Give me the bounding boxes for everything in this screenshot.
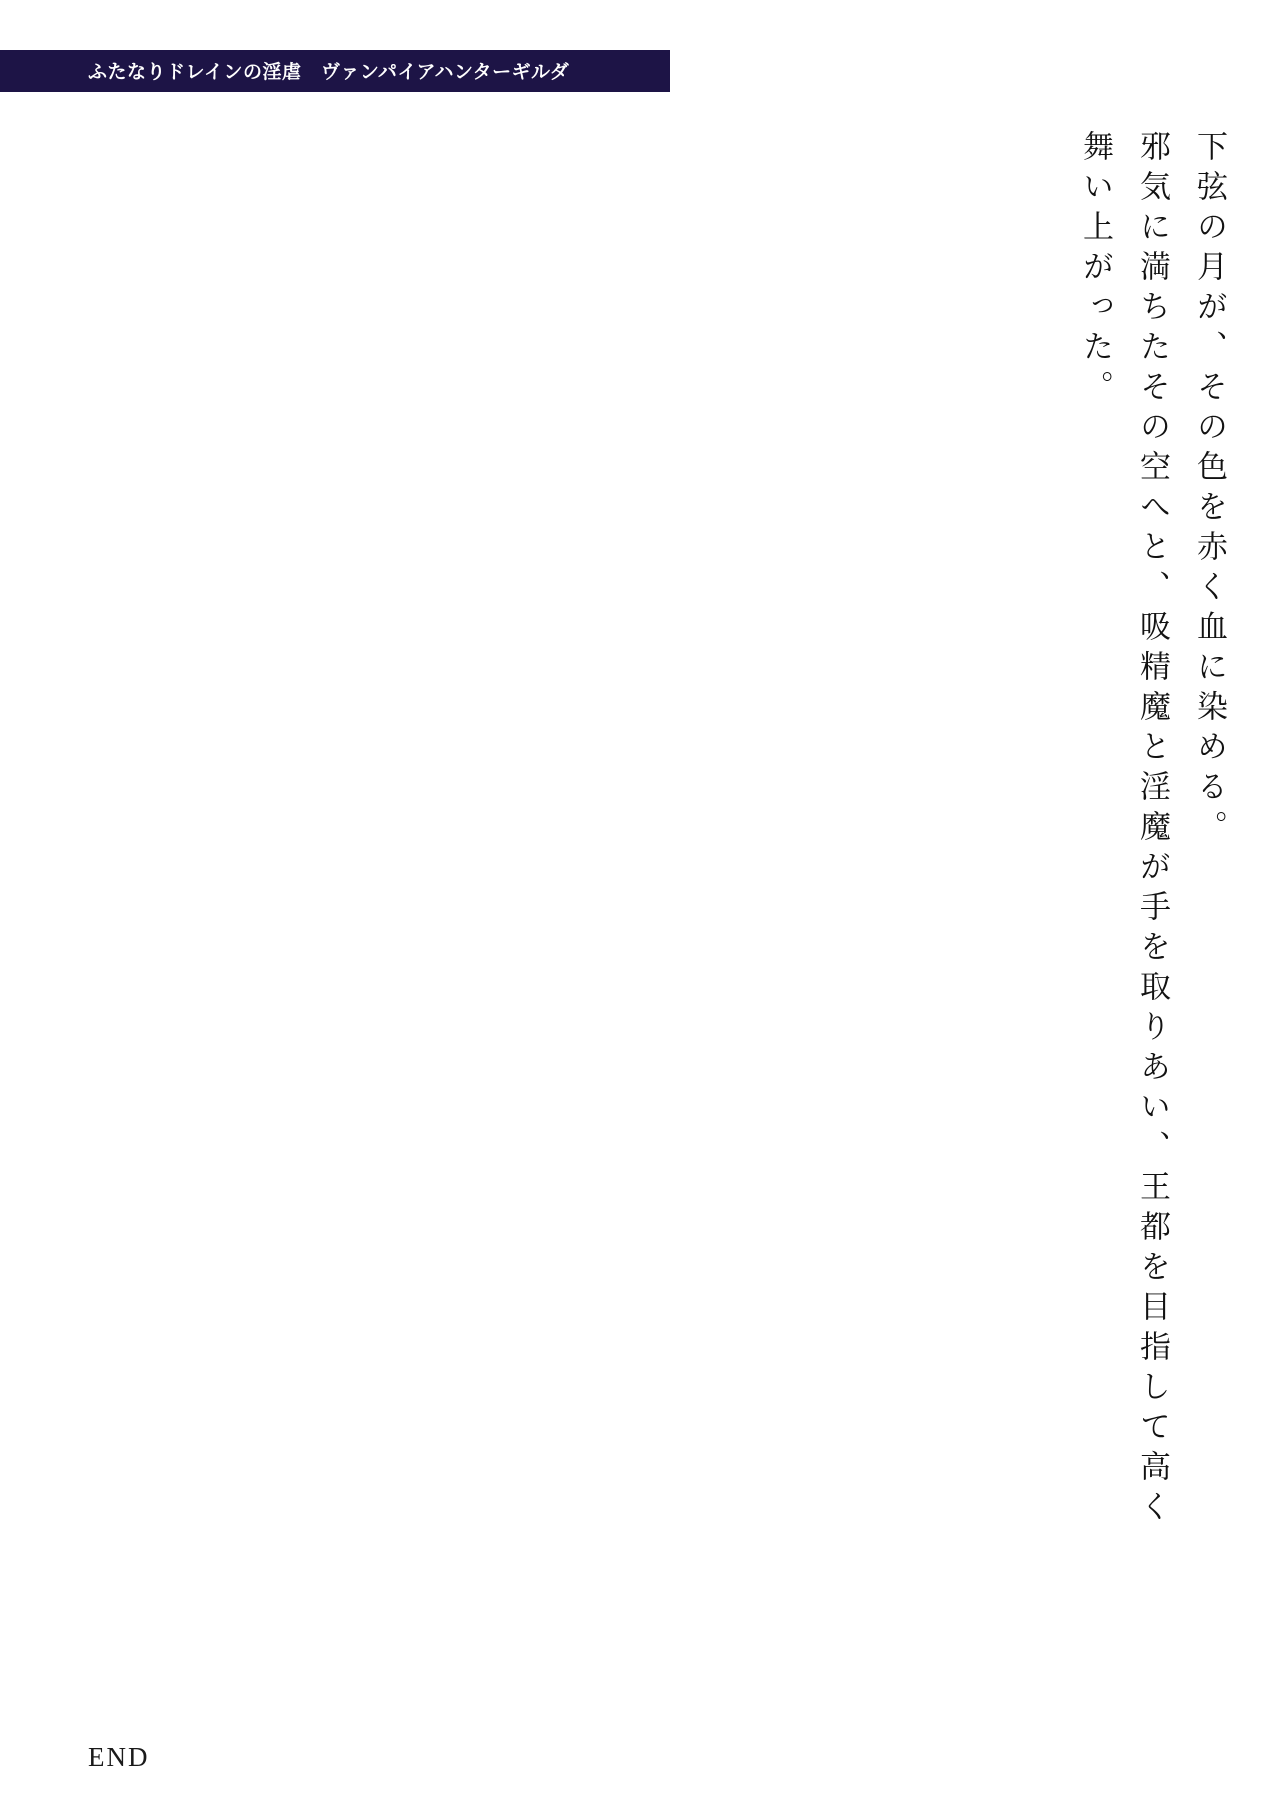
vertical-text-block xyxy=(1077,130,1227,1690)
page-header-title: ふたなりドレインの淫虐 ヴァンパイアハンターギルダ xyxy=(88,61,570,83)
vertical-text-line-2: 邪気に満ちたその空へと、吸精魔と淫魔が手を取りあい、王都を目指して高く xyxy=(1134,130,1170,1530)
vertical-text-line-3: 下弦の月が、その色を赤く血に染める。 xyxy=(1191,130,1227,850)
end-label: END xyxy=(88,1742,150,1772)
vertical-text-line-1: 舞い上がった。 xyxy=(1077,130,1113,410)
